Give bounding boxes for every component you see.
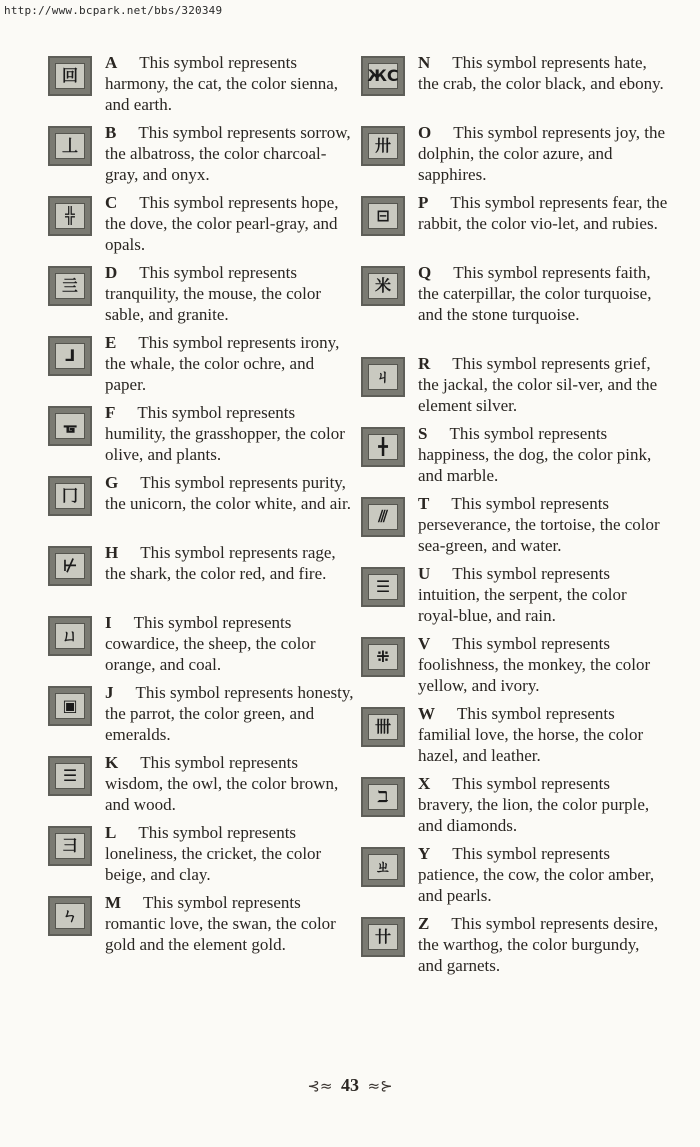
entry-letter: O	[418, 123, 432, 142]
symbol-m-icon: ㄣ	[48, 896, 92, 936]
entry-text: This symbol represents sorrow, the albatross, the color charcoal-gray, and onyx.	[105, 123, 351, 184]
entry-text: This symbol represents hope, the dove, the color pearl-gray, and opals.	[105, 193, 339, 254]
entry-text: This symbol represents desire, the warthog, the color burgundy, and garnets.	[418, 914, 659, 975]
entry-letter: B	[105, 123, 117, 142]
symbol-k-icon: ☰	[48, 756, 92, 796]
entry-letter: S	[418, 424, 428, 443]
symbol-w-icon: 卌	[361, 707, 405, 747]
symbol-a-icon: 回	[48, 56, 92, 96]
entry-text: This symbol represents hate, the crab, the color black, and ebony.	[418, 53, 664, 93]
entry-letter: C	[105, 193, 118, 212]
entry-letter: G	[105, 473, 119, 492]
entry-letter: V	[418, 634, 431, 653]
symbol-j-icon: ▣	[48, 686, 92, 726]
symbol-d-icon: 亖	[48, 266, 92, 306]
entry-text: This symbol represents harmony, the cat, the color sienna, and earth.	[105, 53, 339, 114]
symbol-f-icon: ᚗ	[48, 406, 92, 446]
left-ornament-icon: ⊰≈	[307, 1077, 333, 1095]
entry-letter: U	[418, 564, 431, 583]
entry-letter: E	[105, 333, 117, 352]
entry-letter: W	[418, 704, 435, 723]
entry-text: This symbol represents rage, the shark, the color red, and fire.	[105, 543, 336, 583]
entry-letter: Q	[418, 263, 432, 282]
symbol-t-icon: ⫻	[361, 497, 405, 537]
symbol-x-icon: ℶ	[361, 777, 405, 817]
entry-letter: L	[105, 823, 117, 842]
entry-text: This symbol represents humility, the grasshopper, the color olive, and plants.	[105, 403, 345, 464]
entry-letter: N	[418, 53, 431, 72]
symbol-s-icon: ╋	[361, 427, 405, 467]
symbol-p-icon: ⊟	[361, 196, 405, 236]
entry-text: This symbol represents joy, the dolphin, the color azure, and sapphires.	[418, 123, 666, 184]
entry-letter: X	[418, 774, 431, 793]
entry-letter: J	[105, 683, 114, 702]
page-footer	[0, 1075, 700, 1096]
symbol-h-icon: ⊬	[48, 546, 92, 586]
entry-text: This symbol represents cowardice, the sheep, the color orange, and coal.	[105, 613, 316, 674]
entry-text: This symbol represents patience, the cow, the color amber, and pearls.	[418, 844, 655, 905]
entry-text: This symbol represents wisdom, the owl, the color brown, and wood.	[105, 753, 339, 814]
entry-text: This symbol represents intuition, the serpent, the color royal-blue, and rain.	[418, 564, 627, 625]
entry-text: This symbol represents loneliness, the cricket, the color beige, and clay.	[105, 823, 322, 884]
entry-text: This symbol represents faith, the caterpillar, the color turquoise, and the stone turquoise.	[418, 263, 652, 324]
entry-text: This symbol represents bravery, the lion, the color purple, and diamonds.	[418, 774, 650, 835]
watermark-url: http://www.bcpark.net/bbs/320349	[4, 4, 223, 17]
symbol-l-icon: 彐	[48, 826, 92, 866]
symbol-c-icon: ╬	[48, 196, 92, 236]
symbol-e-icon: ⅃	[48, 336, 92, 376]
entry-text: This symbol represents familial love, the horse, the color hazel, and leather.	[418, 704, 644, 765]
symbol-u-icon: ☰	[361, 567, 405, 607]
entry-letter: T	[418, 494, 430, 513]
entry-text: This symbol represents honesty, the parrot, the color green, and emeralds.	[105, 683, 354, 744]
entry-text: This symbol represents tranquility, the mouse, the color sable, and granite.	[105, 263, 322, 324]
symbol-g-icon: 冂	[48, 476, 92, 516]
entry-text: This symbol represents fear, the rabbit, the color vio-let, and rubies.	[418, 193, 668, 233]
right-ornament-icon: ≈⊱	[367, 1077, 393, 1095]
entry-text: This symbol represents irony, the whale, the color ochre, and paper.	[105, 333, 340, 394]
entry-letter: D	[105, 263, 118, 282]
symbol-n-icon: ЖC	[361, 56, 405, 96]
symbol-y-icon: ㄓ	[361, 847, 405, 887]
entry-text: This symbol represents grief, the jackal, the color sil-ver, and the element silver.	[418, 354, 658, 415]
symbol-i-icon: ㄩ	[48, 616, 92, 656]
entry-letter: P	[418, 193, 429, 212]
symbol-q-icon: 米	[361, 266, 405, 306]
entry-text: This symbol represents purity, the unicorn, the color white, and air.	[105, 473, 351, 513]
symbol-o-icon: 卅	[361, 126, 405, 166]
symbol-z-icon: 卄	[361, 917, 405, 957]
entry-letter: A	[105, 53, 118, 72]
symbol-r-icon: ㄐ	[361, 357, 405, 397]
entry-letter: H	[105, 543, 119, 562]
entry-text: This symbol represents happiness, the dog, the color pink, and marble.	[418, 424, 652, 485]
entry-letter: K	[105, 753, 119, 772]
entry-letter: F	[105, 403, 116, 422]
entry-letter: I	[105, 613, 112, 632]
entry-letter: Y	[418, 844, 431, 863]
entry-text: This symbol represents romantic love, the swan, the color gold and the element gold.	[105, 893, 336, 954]
entry-text: This symbol represents foolishness, the monkey, the color yellow, and ivory.	[418, 634, 651, 695]
page-number: 43	[341, 1075, 359, 1095]
entry-text: This symbol represents perseverance, the tortoise, the color sea-green, and water.	[418, 494, 660, 555]
symbol-b-icon: 丄	[48, 126, 92, 166]
entry-letter: Z	[418, 914, 430, 933]
entry-letter: M	[105, 893, 122, 912]
symbol-v-icon: ⁜	[361, 637, 405, 677]
entry-letter: R	[418, 354, 431, 373]
